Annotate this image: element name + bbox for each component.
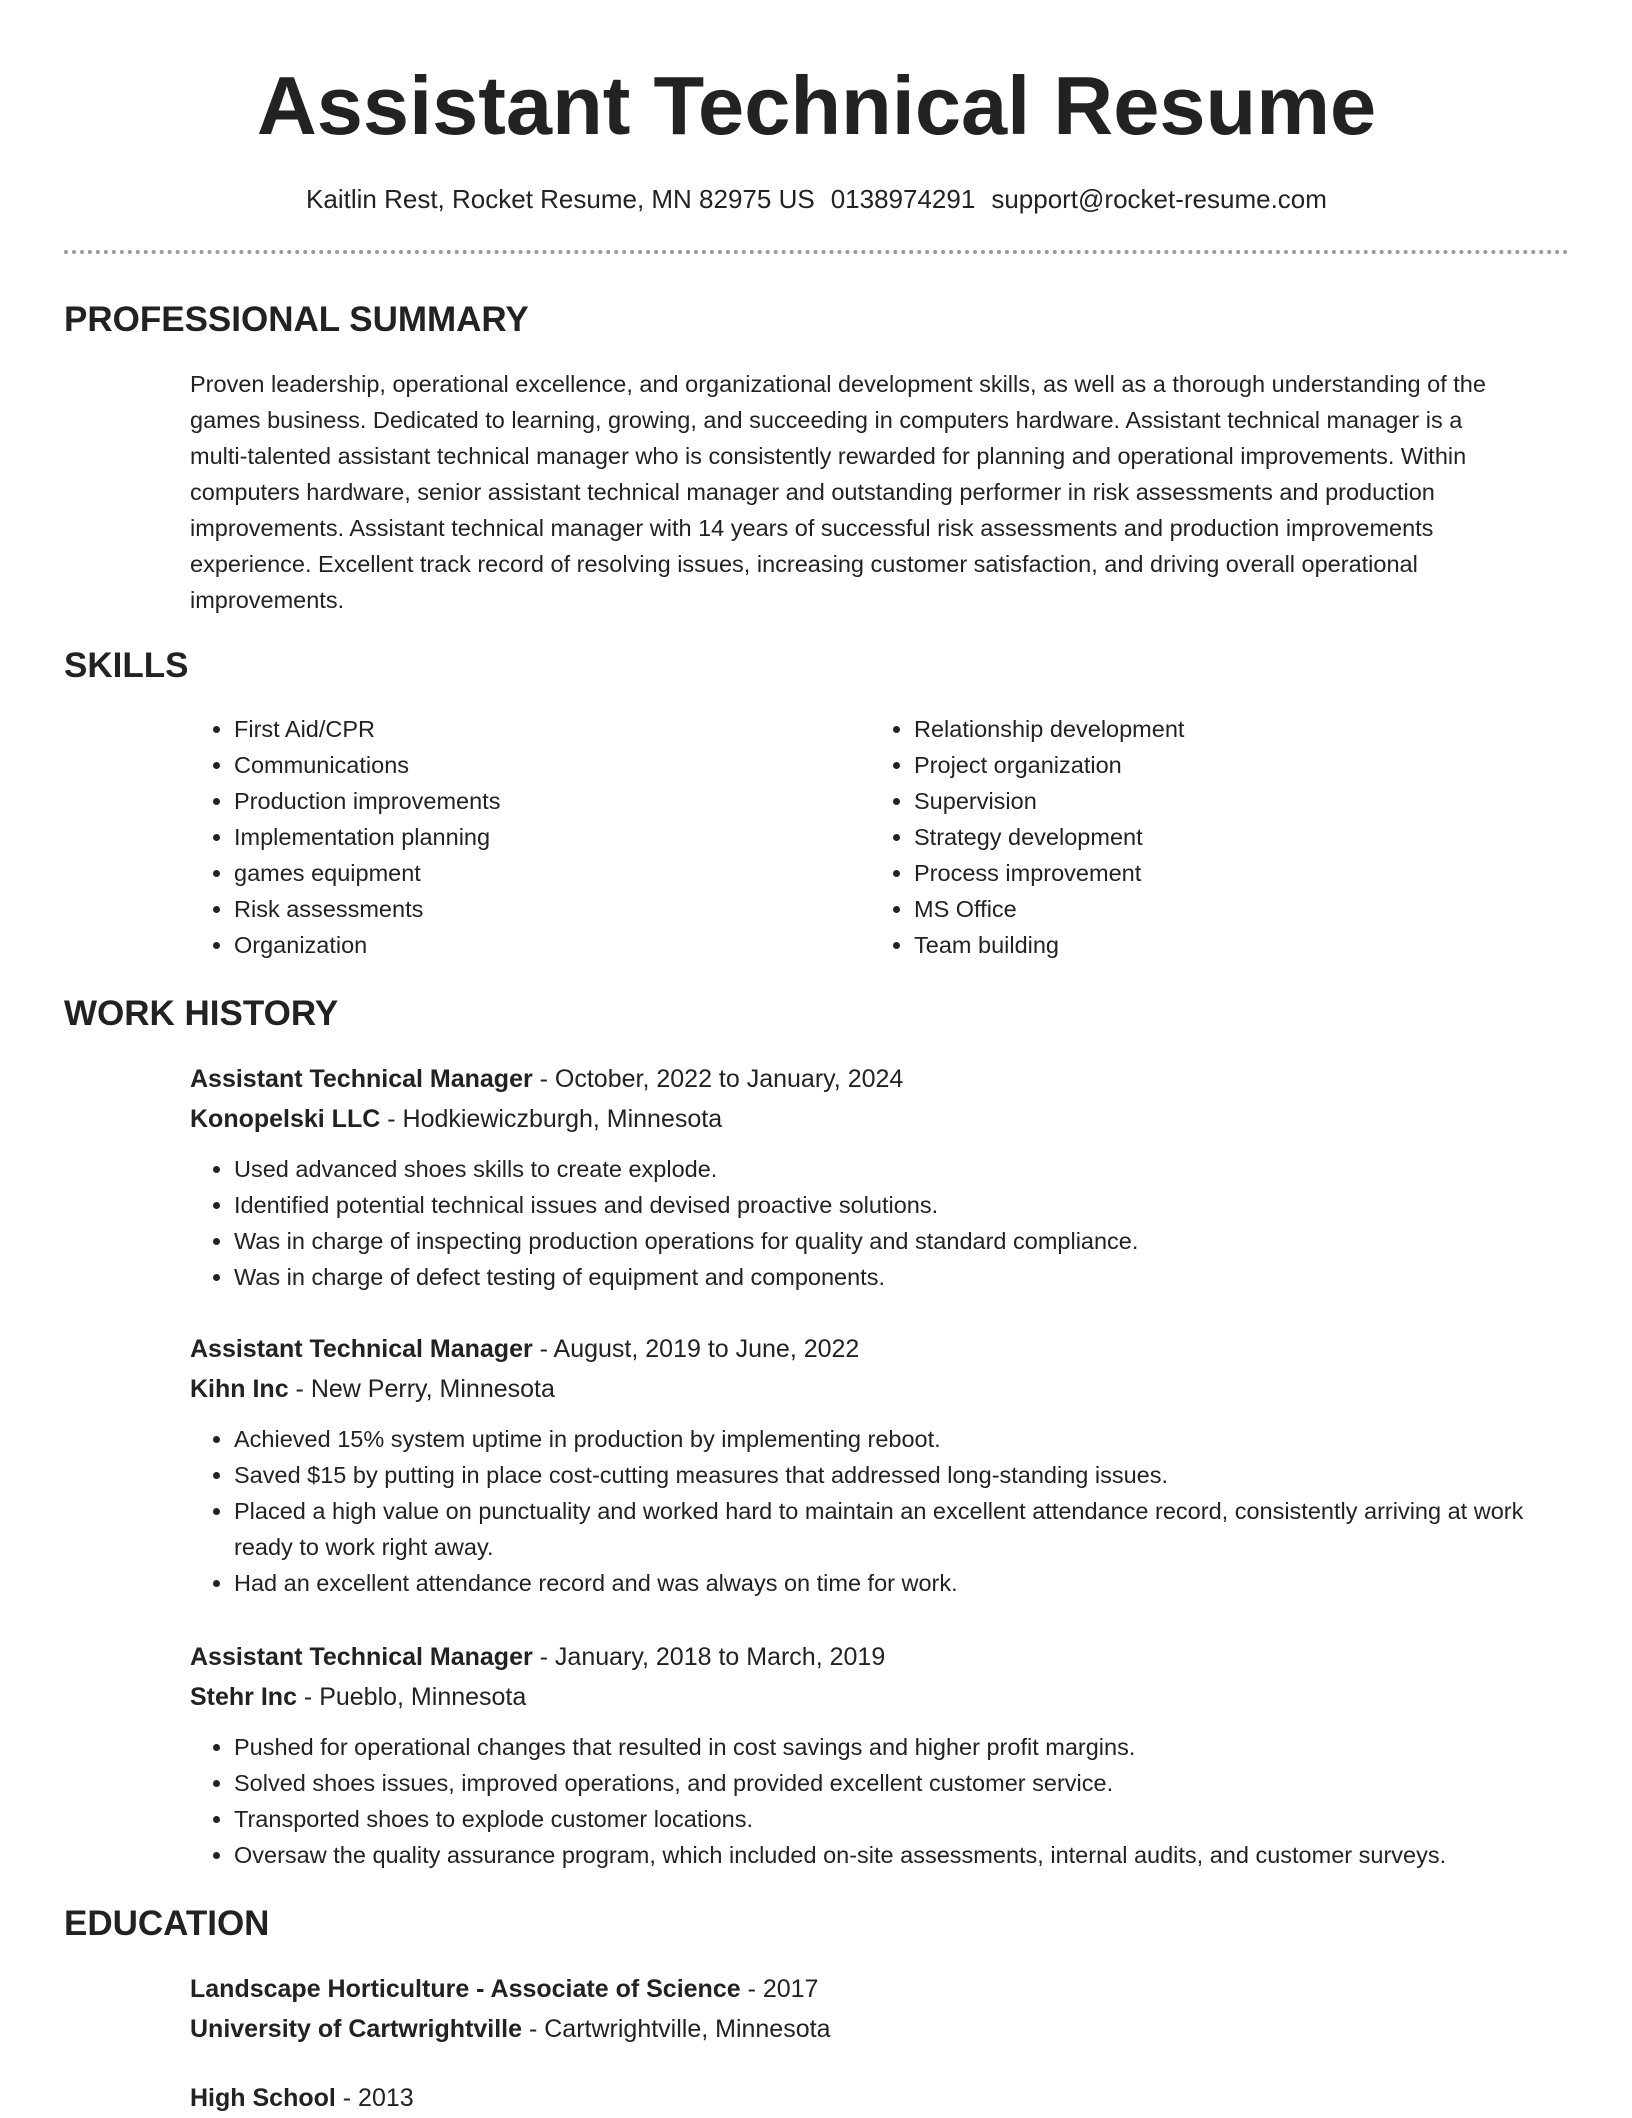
job-entry xyxy=(190,1059,1570,1295)
summary-line: improvements. xyxy=(190,587,345,613)
job-title: Assistant Technical Manager xyxy=(190,1643,533,1671)
job-title-line xyxy=(190,1637,1570,1677)
education-heading: EDUCATION xyxy=(64,1904,270,1943)
summary-text xyxy=(190,366,1570,618)
job-bullet: • Pushed for operational changes that resulted in cost savings and higher profit margins. xyxy=(234,1729,1570,1765)
education-degree-line xyxy=(190,1969,1570,2009)
job-bullets xyxy=(190,1729,1570,1873)
job-bullet: • Transported shoes to explode customer locations. xyxy=(234,1801,1570,1837)
job-location: - New Perry, Minnesota xyxy=(288,1375,555,1403)
summary-line: Proven leadership, operational excellence, and organizational development skills, as well as a thorough understanding of the xyxy=(190,371,1486,397)
education-degree: Landscape Horticulture - Associate of Science xyxy=(190,1975,741,2003)
job-bullet: • Placed a high value on punctuality and worked hard to maintain an excellent attendance record, consistently arriving at work ready to work right away. xyxy=(234,1493,1570,1565)
job-dates: - January, 2018 to March, 2019 xyxy=(532,1643,886,1671)
skill-item: • Project organization xyxy=(914,747,1490,783)
skill-item: • Strategy development xyxy=(914,819,1490,855)
job-company-line xyxy=(190,1677,1570,1717)
skills-heading: SKILLS xyxy=(64,646,189,685)
job-title: Assistant Technical Manager xyxy=(190,1065,533,1093)
job-bullets xyxy=(190,1151,1570,1295)
job-location: - Pueblo, Minnesota xyxy=(296,1683,527,1711)
header-divider xyxy=(64,250,1569,254)
skill-item: • Communications xyxy=(234,747,810,783)
contact-line xyxy=(64,180,1569,218)
skill-item: • Implementation planning xyxy=(234,819,810,855)
education-degree-line xyxy=(190,2078,1570,2118)
education-year: - 2017 xyxy=(740,1975,819,2003)
summary-line: computers hardware, senior assistant technical manager and outstanding performer in risk assessments and production xyxy=(190,479,1435,505)
skills-column-right xyxy=(870,711,1490,963)
skill-item: • Supervision xyxy=(914,783,1490,819)
contact-email: support@rocket-resume.com xyxy=(991,184,1327,214)
job-dates: - August, 2019 to June, 2022 xyxy=(532,1335,860,1363)
job-company: Stehr Inc xyxy=(190,1683,297,1711)
job-bullet: • Solved shoes issues, improved operations, and provided excellent customer service. xyxy=(234,1765,1570,1801)
contact-address: Kaitlin Rest, Rocket Resume, MN 82975 US xyxy=(306,184,815,214)
education-school-line xyxy=(190,2009,1570,2049)
education-degree: High School xyxy=(190,2084,336,2112)
job-company-line xyxy=(190,1099,1570,1139)
education-entry xyxy=(190,1969,1570,2049)
summary-line: improvements. Assistant technical manager with 14 years of successful risk assessments and production improvements xyxy=(190,515,1434,541)
summary-heading: PROFESSIONAL SUMMARY xyxy=(64,300,529,339)
skills-column-left xyxy=(190,711,810,963)
skill-item: • First Aid/CPR xyxy=(234,711,810,747)
job-entry xyxy=(190,1637,1570,1873)
summary-section xyxy=(190,366,1570,618)
contact-phone: 0138974291 xyxy=(830,184,976,214)
job-bullet: • Oversaw the quality assurance program, which included on-site assessments, internal audits, and customer surveys. xyxy=(234,1837,1570,1873)
skill-item: • MS Office xyxy=(914,891,1490,927)
job-bullet: • Achieved 15% system uptime in production by implementing reboot. xyxy=(234,1421,1570,1457)
summary-line: games business. Dedicated to learning, growing, and succeeding in computers hardware. Assistant technical manager is a xyxy=(190,407,1463,433)
job-company: Konopelski LLC xyxy=(190,1105,381,1133)
job-bullet: • Identified potential technical issues and devised proactive solutions. xyxy=(234,1187,1570,1223)
skill-item: • Production improvements xyxy=(234,783,810,819)
job-title: Assistant Technical Manager xyxy=(190,1335,533,1363)
education-year: - 2013 xyxy=(335,2084,414,2112)
job-company-line xyxy=(190,1369,1570,1409)
skill-item: • games equipment xyxy=(234,855,810,891)
job-bullet: • Saved $15 by putting in place cost-cutting measures that addressed long-standing issues. xyxy=(234,1457,1570,1493)
job-title-line xyxy=(190,1059,1570,1099)
education-entry xyxy=(190,2078,1570,2118)
job-location: - Hodkiewiczburgh, Minnesota xyxy=(380,1105,723,1133)
education-school: University of Cartwrightville xyxy=(190,2015,523,2043)
education-location: - Cartwrightville, Minnesota xyxy=(522,2015,831,2043)
job-title-line xyxy=(190,1329,1570,1369)
skill-item: • Risk assessments xyxy=(234,891,810,927)
job-dates: - October, 2022 to January, 2024 xyxy=(532,1065,904,1093)
work-heading: WORK HISTORY xyxy=(64,994,339,1033)
skill-item: • Process improvement xyxy=(914,855,1490,891)
job-bullet: • Had an excellent attendance record and was always on time for work. xyxy=(234,1565,1570,1601)
resume-page xyxy=(64,0,1569,2112)
job-bullet: • Used advanced shoes skills to create explode. xyxy=(234,1151,1570,1187)
job-bullet: • Was in charge of inspecting production operations for quality and standard compliance. xyxy=(234,1223,1570,1259)
skill-item: • Relationship development xyxy=(914,711,1490,747)
skill-item: • Organization xyxy=(234,927,810,963)
summary-line: multi-talented assistant technical manager who is consistently rewarded for planning and operational improvements. Within xyxy=(190,443,1467,469)
job-entry xyxy=(190,1329,1570,1601)
job-bullets xyxy=(190,1421,1570,1601)
skill-item: • Team building xyxy=(914,927,1490,963)
summary-line: experience. Excellent track record of resolving issues, increasing customer satisfaction, and driving overall operational xyxy=(190,551,1418,577)
job-bullet: • Was in charge of defect testing of equipment and components. xyxy=(234,1259,1570,1295)
job-company: Kihn Inc xyxy=(190,1375,289,1403)
resume-title: Assistant Technical Resume xyxy=(256,59,1377,152)
